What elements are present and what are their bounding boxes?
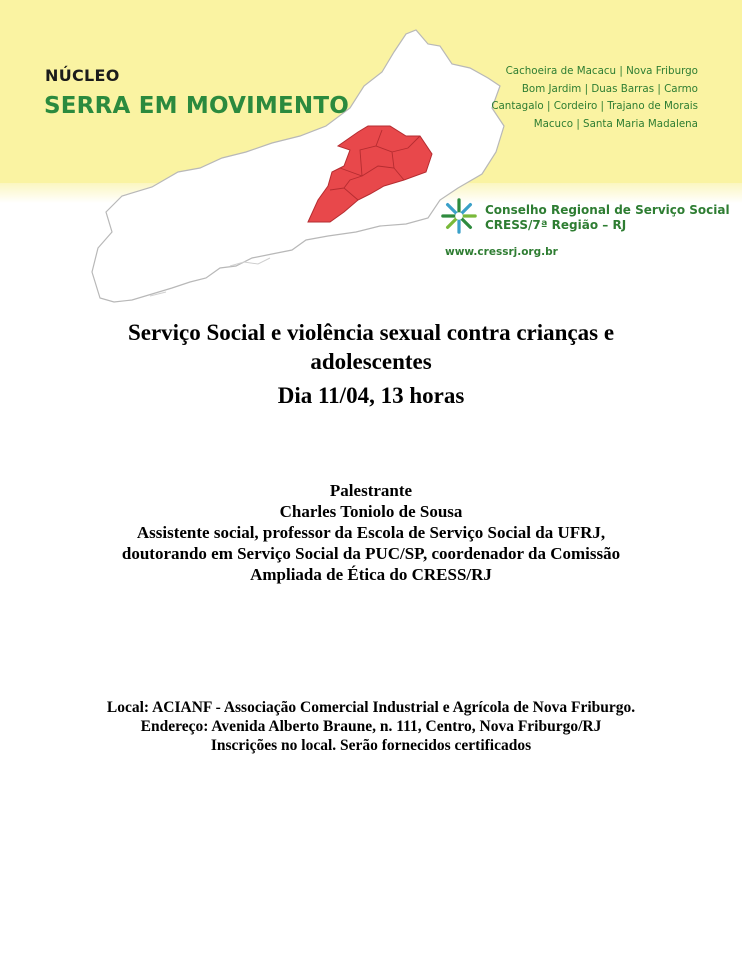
city-line: Cantagalo | Cordeiro | Trajano de Morais [491, 100, 698, 112]
venue-local: Local: ACIANF - Associação Comercial Industrial e Agrícola de Nova Friburgo. [106, 699, 636, 716]
cress-website-link[interactable]: www.cressrj.org.br [445, 246, 558, 258]
city-line: Macuco | Santa Maria Madalena [533, 117, 698, 130]
rio-de-janeiro-state-map [0, 0, 742, 310]
event-title-line: Serviço Social e violência sexual contra crianças e [127, 320, 615, 345]
cress-logo-icon [440, 197, 478, 235]
venue-note: Inscrições no local. Serão fornecidos certificados [210, 737, 532, 754]
speaker-heading: Palestrante [329, 481, 413, 500]
venue-address: Endereço: Avenida Alberto Braune, n. 111, Centro, Nova Friburgo/RJ [140, 718, 602, 735]
event-date: Dia 11/04, 13 horas [277, 383, 465, 408]
speaker-bio-line: Assistente social, professor da Escola de Serviço Social da UFRJ, [136, 523, 606, 542]
state-outline [92, 30, 504, 302]
speaker-section [0, 480, 742, 585]
cress-name-line: CRESS/7ª Região – RJ [485, 218, 627, 232]
speaker-bio-line: doutorando em Serviço Social da PUC/SP, coordenador da Comissão [121, 544, 621, 563]
project-title: SERRA EM MOVIMENTO [44, 93, 349, 119]
city-line: Cachoeira de Macacu | Nova Friburgo [505, 65, 698, 77]
speaker-name: Charles Toniolo de Sousa [279, 502, 463, 521]
speaker-bio-line: Ampliada de Ética do CRESS/RJ [250, 565, 492, 584]
cress-name-line: Conselho Regional de Serviço Social [485, 203, 730, 217]
event-title [0, 318, 742, 376]
event-title-line: adolescentes [310, 349, 432, 374]
cress-name [485, 203, 730, 233]
header-kicker: NÚCLEO [45, 66, 120, 85]
city-line: Bom Jardim | Duas Barras | Carmo [521, 82, 698, 95]
venue-section [0, 698, 742, 755]
city-list [491, 63, 698, 133]
